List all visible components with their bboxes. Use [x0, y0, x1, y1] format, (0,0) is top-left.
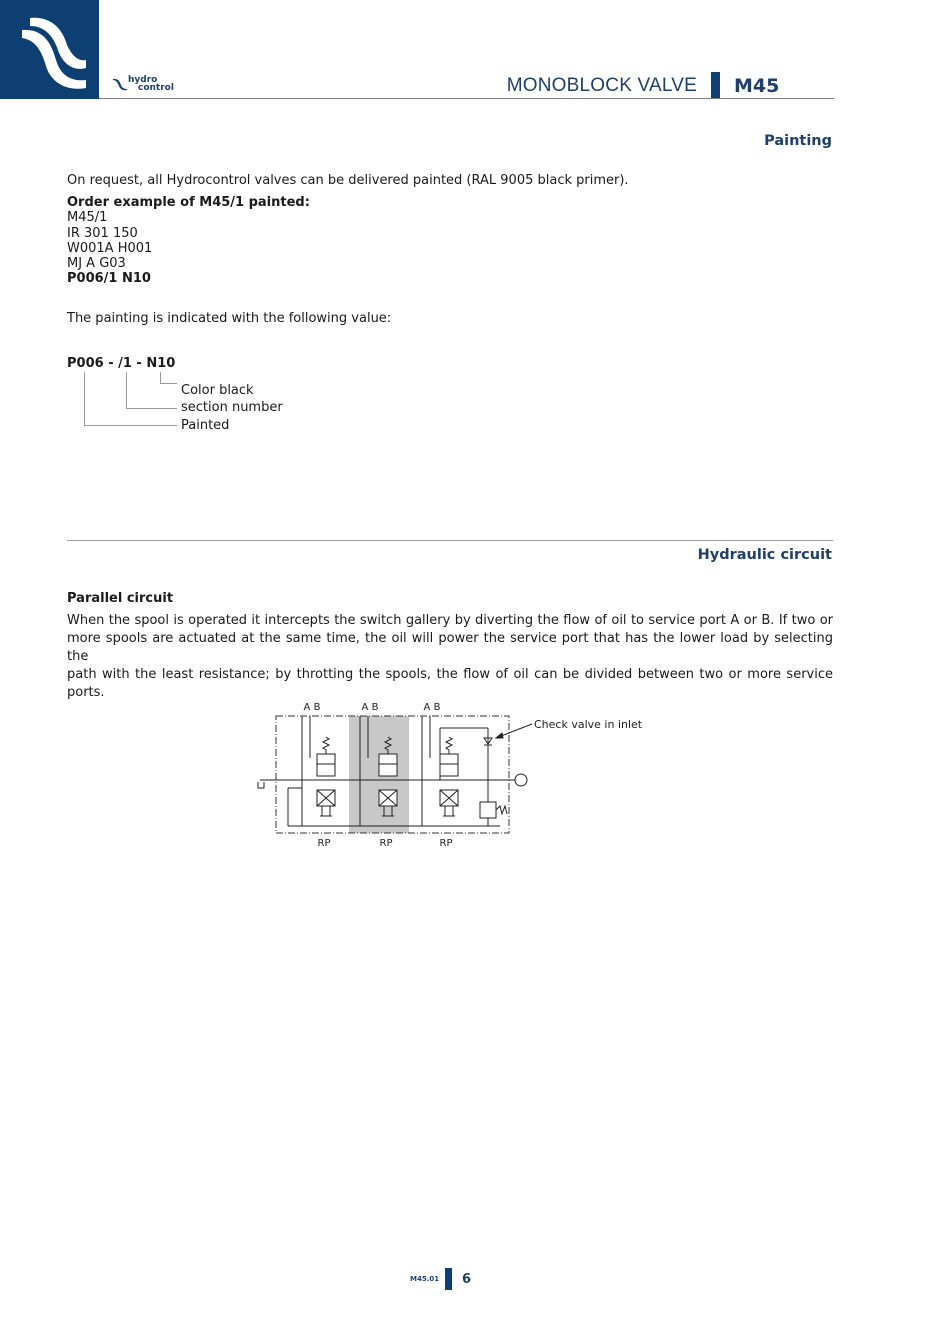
- painting-indicated-text: The painting is indicated with the following value:: [67, 311, 392, 326]
- corner-logo: [0, 0, 99, 99]
- rp-label: RP: [439, 838, 453, 849]
- legend-section: section number: [181, 400, 283, 415]
- port-label: A B: [303, 702, 321, 713]
- port-label: A B: [361, 702, 379, 713]
- tree-line: [84, 425, 177, 426]
- tree-line: [160, 372, 161, 383]
- product-name: MONOBLOCK VALVE: [506, 75, 697, 96]
- brand-text-line1: hydro: [128, 75, 158, 85]
- tree-line: [126, 408, 177, 409]
- header-rule: [99, 98, 834, 99]
- order-line: W001A H001: [67, 241, 153, 256]
- model-code: M45: [734, 75, 780, 97]
- painting-code: P006 - /1 - N10: [67, 356, 176, 371]
- painting-intro: On request, all Hydrocontrol valves can be delivered painted (RAL 9005 black primer).: [67, 173, 629, 188]
- brand-text-line2: control: [138, 83, 174, 93]
- check-valve-callout: Check valve in inlet: [534, 718, 643, 731]
- order-last-line: P006/1 N10: [67, 271, 151, 286]
- paragraph-line: path with the least resistance; by throtting the spools, the flow of oil can be divided between two or more service ports.: [67, 667, 833, 700]
- painting-heading: Painting: [764, 133, 832, 149]
- brand-logo: [112, 76, 202, 96]
- paragraph-line: When the spool is operated it intercepts the switch gallery by diverting the flow of oil to service port A or B. If two or: [67, 613, 833, 628]
- tree-line: [160, 383, 177, 384]
- order-line: MJ A G03: [67, 256, 126, 271]
- tree-line: [126, 372, 127, 408]
- port-label: A B: [423, 702, 441, 713]
- section-divider: [67, 540, 833, 541]
- parallel-circuit-subheading: Parallel circuit: [67, 591, 174, 606]
- relief-valve-icon: [480, 802, 507, 818]
- order-example-title: Order example of M45/1 painted:: [67, 195, 310, 210]
- tree-line: [84, 372, 85, 425]
- footer-doc-code: M45.01: [410, 1275, 440, 1283]
- legend-color: Color black: [181, 383, 254, 398]
- wave-logo-icon: [0, 0, 99, 99]
- brand-wave-icon: [112, 77, 128, 91]
- legend-painted: Painted: [181, 418, 230, 433]
- order-line: M45/1: [67, 210, 108, 225]
- callout-arrow: [496, 724, 532, 738]
- order-line: IR 301 150: [67, 226, 138, 241]
- hydraulic-heading: Hydraulic circuit: [697, 547, 832, 563]
- rp-label: RP: [317, 838, 331, 849]
- footer-accent-bar: [445, 1268, 452, 1290]
- hydraulic-circuit-diagram: [240, 698, 660, 862]
- header-accent-bar: [711, 72, 720, 99]
- rp-label: RP: [379, 838, 393, 849]
- page-number: 6: [462, 1272, 472, 1287]
- parallel-circuit-paragraph: [67, 612, 833, 702]
- paragraph-line: more spools are actuated at the same time, the oil will power the service port that has the lower load by selecting the: [67, 631, 833, 664]
